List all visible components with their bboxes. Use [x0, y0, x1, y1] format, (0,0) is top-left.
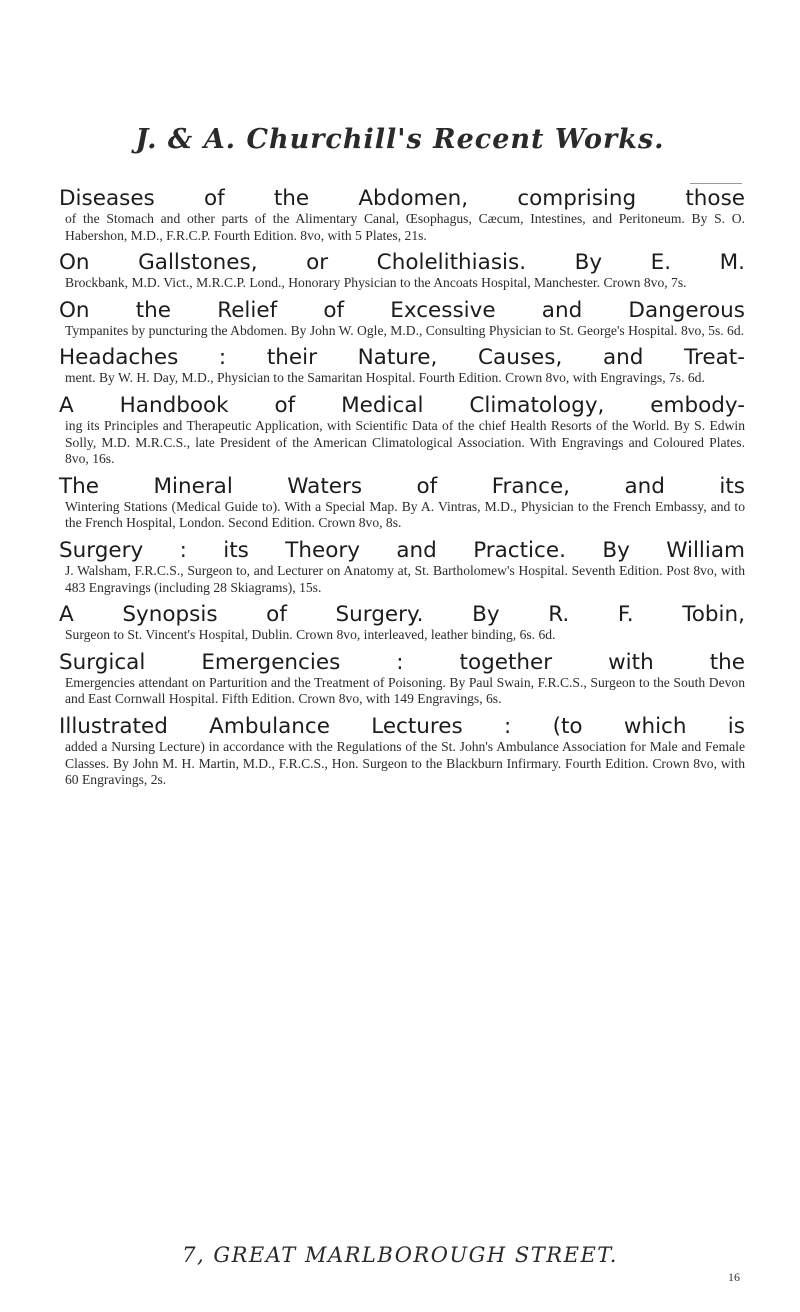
- list-item: [59, 298, 745, 340]
- work-title: Surgical Emergencies : together with the: [59, 649, 745, 675]
- page-header: J. & A. Churchill's Recent Works.: [135, 124, 665, 155]
- work-description: Emergencies attendant on Parturition and the Treatment of Poisoning. By Paul Swain, F.R.C.S., Surgeon to the South Devon and East Cornwall Hospital. Fifth Edition. Crown 8vo, with 149 Engravings, 6s.: [65, 674, 745, 707]
- work-description: added a Nursing Lecture) in accordance with the Regulations of the St. John's Ambulance Association for Male and Female Classes. By John M. H. Martin, M.D., F.R.C.S., Hon. Surgeon to the Blackburn Infirmary. Fourth Edition. Crown 8vo, with 60 Engravings, 2s.: [65, 738, 745, 788]
- work-description: Tympanites by puncturing the Abdomen. By John W. Ogle, M.D., Consulting Physician to St. George's Hospital. 8vo, 5s. 6d.: [65, 322, 745, 338]
- list-item: [59, 250, 745, 292]
- work-title: The Mineral Waters of France, and its: [59, 473, 745, 499]
- work-description: Surgeon to St. Vincent's Hospital, Dublin. Crown 8vo, interleaved, leather binding, 6s. 6d.: [65, 627, 556, 643]
- work-description: ment. By W. H. Day, M.D., Physician to the Samaritan Hospital. Fourth Edition. Crown 8vo, with Engravings, 7s. 6d.: [65, 370, 705, 386]
- list-item: [59, 474, 745, 532]
- list-item: [59, 602, 745, 644]
- work-description: of the Stomach and other parts of the Alimentary Canal, Œsophagus, Cæcum, Intestines, and Peritoneum. By S. O. Habershon, M.D., F.R.C.P. Fourth Edition. 8vo, with 5 Plates, 21s.: [65, 211, 745, 243]
- work-title: Diseases of the Abdomen, comprising those: [59, 186, 745, 211]
- page-number: 16: [728, 1270, 740, 1284]
- work-title: On the Relief of Excessive and Dangerous: [59, 297, 745, 323]
- list-item: [59, 650, 745, 708]
- work-title: A Handbook of Medical Climatology, embody-: [59, 392, 745, 418]
- list-item: [59, 714, 745, 789]
- work-title: Illustrated Ambulance Lectures : (to which is: [59, 713, 745, 739]
- list-item: [59, 393, 745, 468]
- work-description: J. Walsham, F.R.C.S., Surgeon to, and Lecturer on Anatomy at, St. Bartholomew's Hospital. Seventh Edition. Post 8vo, with 483 Engravings (including 28 Skiagrams), 15s.: [65, 562, 745, 595]
- work-title: On Gallstones, or Cholelithiasis. By E. M.: [59, 250, 745, 276]
- work-title: Headaches : their Nature, Causes, and Treat-: [59, 345, 745, 371]
- publisher-address: 7, GREAT MARLBOROUGH STREET.: [182, 1243, 618, 1267]
- work-title: A Synopsis of Surgery. By R. F. Tobin,: [59, 602, 745, 628]
- work-title: Surgery : its Theory and Practice. By William: [59, 537, 745, 563]
- work-description: ing its Principles and Therapeutic Application, with Scientific Data of the chief Health Resorts of the World. By S. Edwin Solly, M.D. M.R.C.S., late President of the American Climatological Association. With Engravings and Coloured Plates. 8vo, 16s.: [65, 417, 745, 467]
- list-item: [59, 538, 745, 596]
- list-item: [59, 186, 745, 244]
- works-list: [59, 184, 745, 789]
- list-item: [59, 345, 745, 387]
- work-description: Wintering Stations (Medical Guide to). With a Special Map. By A. Vintras, M.D., Physician to the French Embassy, and to the French Hospital, London. Second Edition. Crown 8vo, 8s.: [65, 498, 745, 531]
- work-description: Brockbank, M.D. Vict., M.R.C.P. Lond., Honorary Physician to the Ancoats Hospital, Manchester. Crown 8vo, 7s.: [65, 275, 687, 291]
